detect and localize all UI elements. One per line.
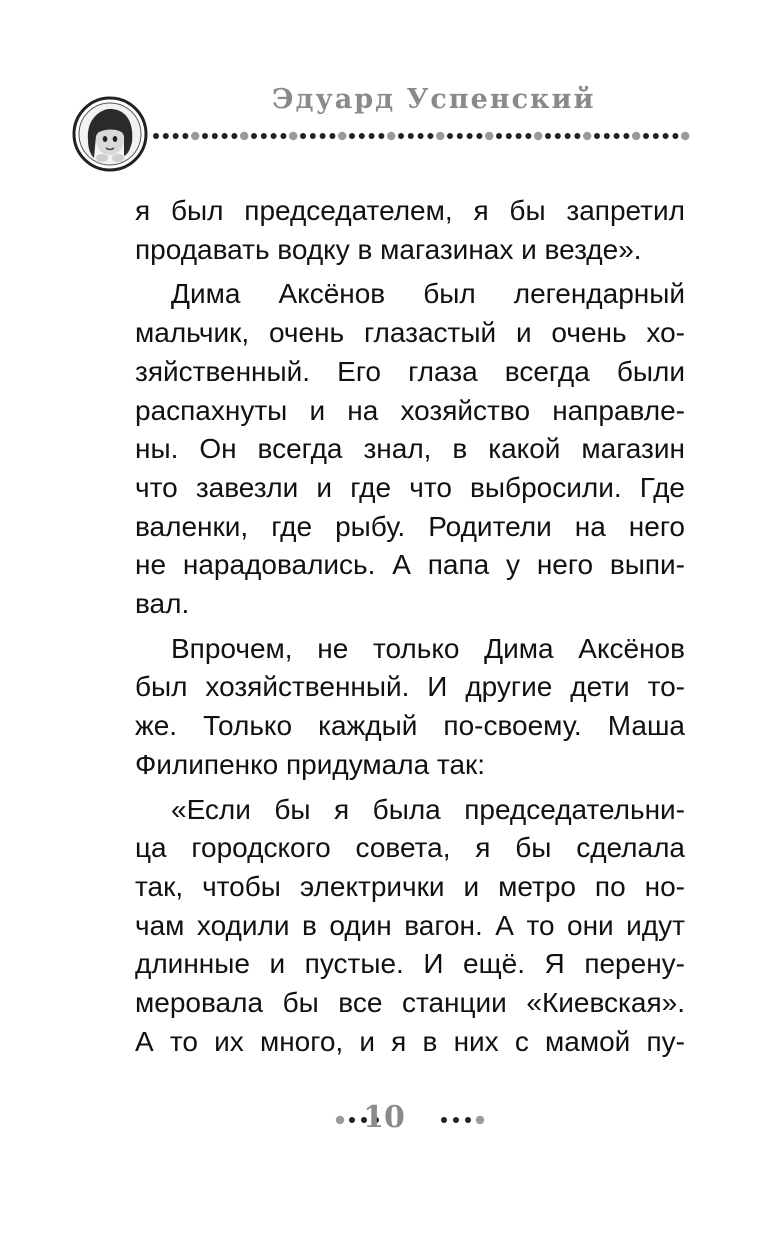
dot bbox=[280, 133, 286, 139]
dot bbox=[320, 133, 326, 139]
dot bbox=[251, 133, 257, 139]
dot bbox=[300, 133, 306, 139]
text-line: Филипенко придумала так: bbox=[135, 748, 486, 780]
text-line: мальчик, очень глазастый и очень хо- bbox=[135, 317, 685, 349]
text-line: «Если бы я была председательни- bbox=[171, 793, 685, 825]
text-line: не нарадовались. А папа у него выпи- bbox=[135, 549, 685, 581]
footer-dots-right bbox=[438, 1114, 486, 1126]
text-line: был хозяйственный. И другие дети то- bbox=[135, 671, 685, 703]
dot bbox=[545, 133, 551, 139]
page-header bbox=[0, 0, 768, 180]
text-line: продавать водку в магазинах и везде». bbox=[135, 233, 642, 265]
header-dot-divider bbox=[152, 128, 692, 144]
text-line: ны. Он всегда знал, в какой магазин bbox=[135, 433, 685, 465]
dot bbox=[496, 133, 502, 139]
dot bbox=[310, 133, 316, 139]
dot bbox=[457, 133, 463, 139]
page-footer bbox=[0, 1100, 768, 1140]
dot bbox=[467, 133, 473, 139]
dot bbox=[476, 1116, 484, 1124]
dot bbox=[565, 133, 571, 139]
dot bbox=[525, 133, 531, 139]
text-line: ца городского совета, я бы сделала bbox=[135, 832, 685, 864]
dot bbox=[594, 133, 600, 139]
dot bbox=[465, 1117, 471, 1123]
dot bbox=[614, 133, 620, 139]
dot bbox=[604, 133, 610, 139]
dot bbox=[632, 132, 640, 140]
paragraph bbox=[135, 275, 685, 623]
dot bbox=[441, 1117, 447, 1123]
text-line: что завезли и где что выбросили. Где bbox=[135, 471, 685, 503]
dot bbox=[447, 133, 453, 139]
text-line: зяйственный. Его глаза всегда были bbox=[135, 355, 685, 387]
text-line: вал. bbox=[135, 588, 190, 620]
dot bbox=[231, 133, 237, 139]
dot bbox=[329, 133, 335, 139]
dot bbox=[387, 132, 395, 140]
dot bbox=[271, 133, 277, 139]
text-line: валенки, где рыбу. Родители на него bbox=[135, 510, 685, 542]
dot bbox=[453, 1117, 459, 1123]
dot bbox=[338, 132, 346, 140]
dot bbox=[436, 132, 444, 140]
dot bbox=[681, 132, 689, 140]
page-number: 10 bbox=[363, 1100, 405, 1135]
paragraph bbox=[135, 791, 685, 1062]
dot bbox=[212, 133, 218, 139]
dot bbox=[476, 133, 482, 139]
dot bbox=[182, 133, 188, 139]
dot bbox=[240, 132, 248, 140]
author-name: Эдуард Успенский bbox=[272, 84, 596, 115]
dot bbox=[289, 132, 297, 140]
text-line: длинные и пустые. И ещё. Я перену- bbox=[135, 948, 685, 980]
text-line: распахнуты и на хозяйство направле- bbox=[135, 394, 685, 426]
dot bbox=[163, 133, 169, 139]
text-line: А то их много, и я в них с мамой пу- bbox=[135, 1025, 685, 1057]
dot bbox=[398, 133, 404, 139]
dot bbox=[378, 133, 384, 139]
page-body bbox=[135, 192, 685, 1061]
dot bbox=[349, 1117, 355, 1123]
text-line: я был председателем, я бы запретил bbox=[135, 195, 685, 226]
text-line: меровала бы все станции «Киевская». bbox=[135, 987, 685, 1019]
dot bbox=[506, 133, 512, 139]
dot bbox=[349, 133, 355, 139]
dot bbox=[663, 133, 669, 139]
paragraph bbox=[135, 630, 685, 785]
dot bbox=[202, 133, 208, 139]
dot bbox=[653, 133, 659, 139]
text-line: же. Только каждый по-своему. Маша bbox=[135, 710, 685, 742]
dot bbox=[427, 133, 433, 139]
dot bbox=[555, 133, 561, 139]
text-line: Дима Аксёнов был легендарный bbox=[171, 278, 685, 310]
dot bbox=[643, 133, 649, 139]
text-line: чам ходили в один вагон. А то они идут bbox=[135, 909, 685, 941]
dot bbox=[369, 133, 375, 139]
dot bbox=[583, 132, 591, 140]
dot bbox=[418, 133, 424, 139]
dot bbox=[534, 132, 542, 140]
dot bbox=[261, 133, 267, 139]
paragraph bbox=[135, 192, 685, 269]
dot bbox=[359, 133, 365, 139]
dot bbox=[672, 133, 678, 139]
dot bbox=[516, 133, 522, 139]
dot bbox=[222, 133, 228, 139]
dot bbox=[623, 133, 629, 139]
dot bbox=[173, 133, 179, 139]
dot bbox=[153, 133, 159, 139]
dot bbox=[408, 133, 414, 139]
girl-portrait-icon bbox=[72, 96, 148, 172]
text-line: Впрочем, не только Дима Аксёнов bbox=[171, 632, 685, 664]
text-line: так, чтобы электрички и метро по но- bbox=[135, 870, 685, 902]
dot bbox=[191, 132, 199, 140]
dot bbox=[336, 1116, 344, 1124]
dot bbox=[485, 132, 493, 140]
dot bbox=[574, 133, 580, 139]
